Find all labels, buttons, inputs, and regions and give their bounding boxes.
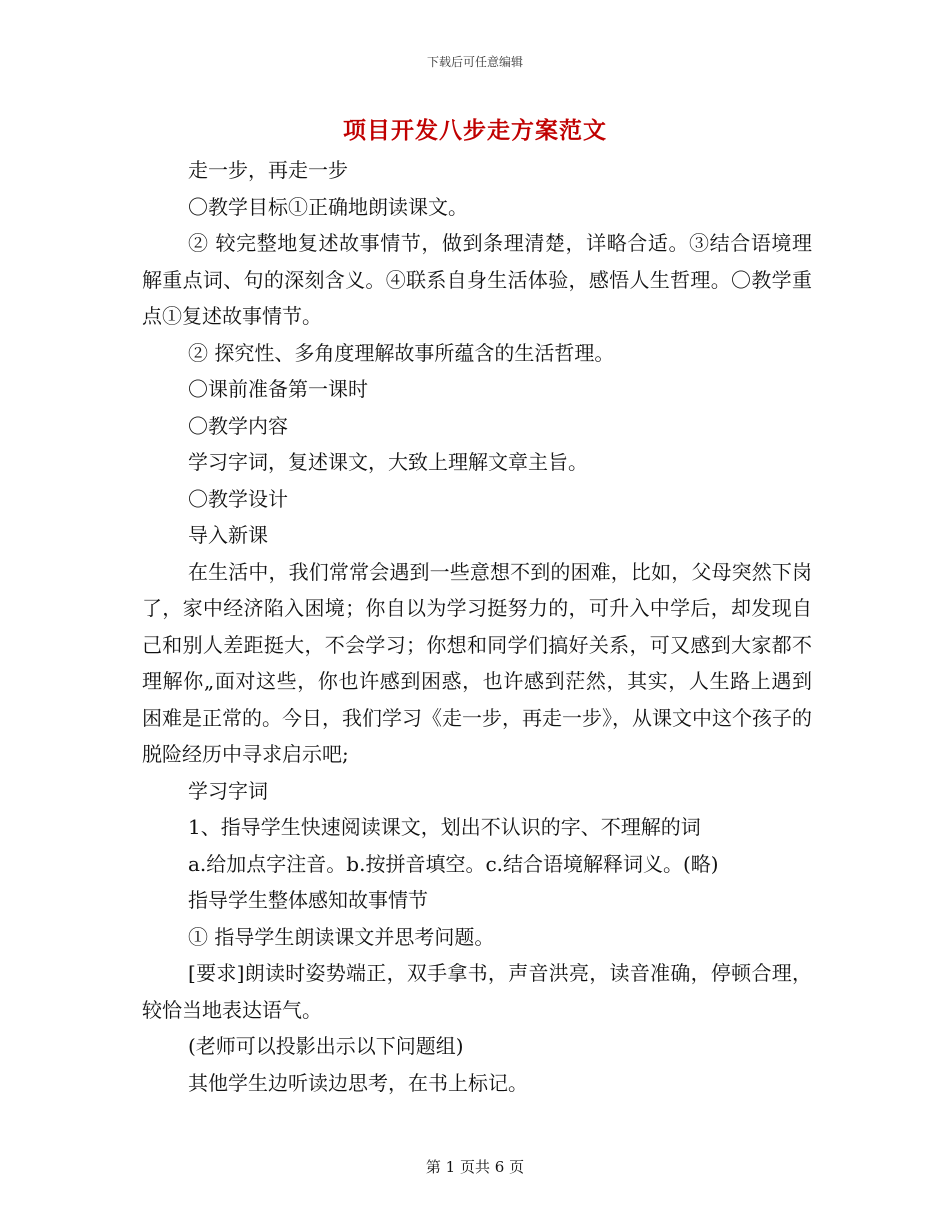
paragraph: 〇课前准备第一课时	[188, 377, 368, 401]
paragraph: 学习字词	[188, 778, 268, 803]
paragraph: 指导学生整体感知故事情节	[188, 888, 428, 912]
paragraph: ② 较完整地复述故事情节，做到条理清楚，详略合适。③结合语境理解重点词、句的深刻含义。④联系自身生活体验，感悟人生哲理。〇教学重点①复述故事情节。	[142, 231, 812, 328]
document-body	[142, 152, 812, 1101]
paragraph: 导入新课	[188, 523, 268, 547]
paragraph: ① 指导学生朗读课文并思考问题。	[188, 924, 495, 949]
paragraph: 〇教学设计	[188, 486, 288, 511]
paragraph: 1、指导学生快速阅读课文，划出不认识的字、不理解的词	[188, 815, 701, 839]
paragraph: 学习字词，复述课文，大致上理解文章主旨。	[188, 450, 588, 474]
paragraph: (老师可以投影出示以下问题组)	[188, 1034, 464, 1058]
paragraph: ② 探究性、多角度理解故事所蕴含的生活哲理。	[188, 340, 615, 365]
document-title: 项目开发八步走方案范文	[343, 117, 607, 144]
paragraph: 〇教学目标①正确地朗读课文。	[188, 194, 468, 219]
paragraph: 其他学生边听读边思考，在书上标记。	[188, 1070, 528, 1095]
page-number: 第 1 页共 6 页	[425, 1158, 525, 1176]
paragraph: a.给加点字注音。b.按拼音填空。c.结合语境解释词义。(略)	[188, 851, 719, 876]
paragraph: 走一步，再走一步	[188, 158, 348, 182]
paragraph: [要求]朗读时姿势端正，双手拿书，声音洪亮，读音准确，停顿合理，较恰当地表达语气。	[142, 961, 812, 1022]
paragraph: 〇教学内容	[188, 413, 288, 438]
paragraph: 在生活中，我们常常会遇到一些意想不到的困难，比如，父母突然下岗了，家中经济陷入困境；你自以为学习挺努力的，可升入中学后，却发现自己和别人差距挺大，不会学习；你想和同学们搞好关系，可又感到大家都不理解你„面对这些，你也许感到困惑，也许感到茫然，其实，人生路上遇到困难是正常的。今日，我们学习《走一步，再走一步》，从课文中这个孩子的脱险经历中寻求启示吧;	[142, 559, 812, 766]
header-note: 下载后可任意编辑	[426, 55, 523, 69]
